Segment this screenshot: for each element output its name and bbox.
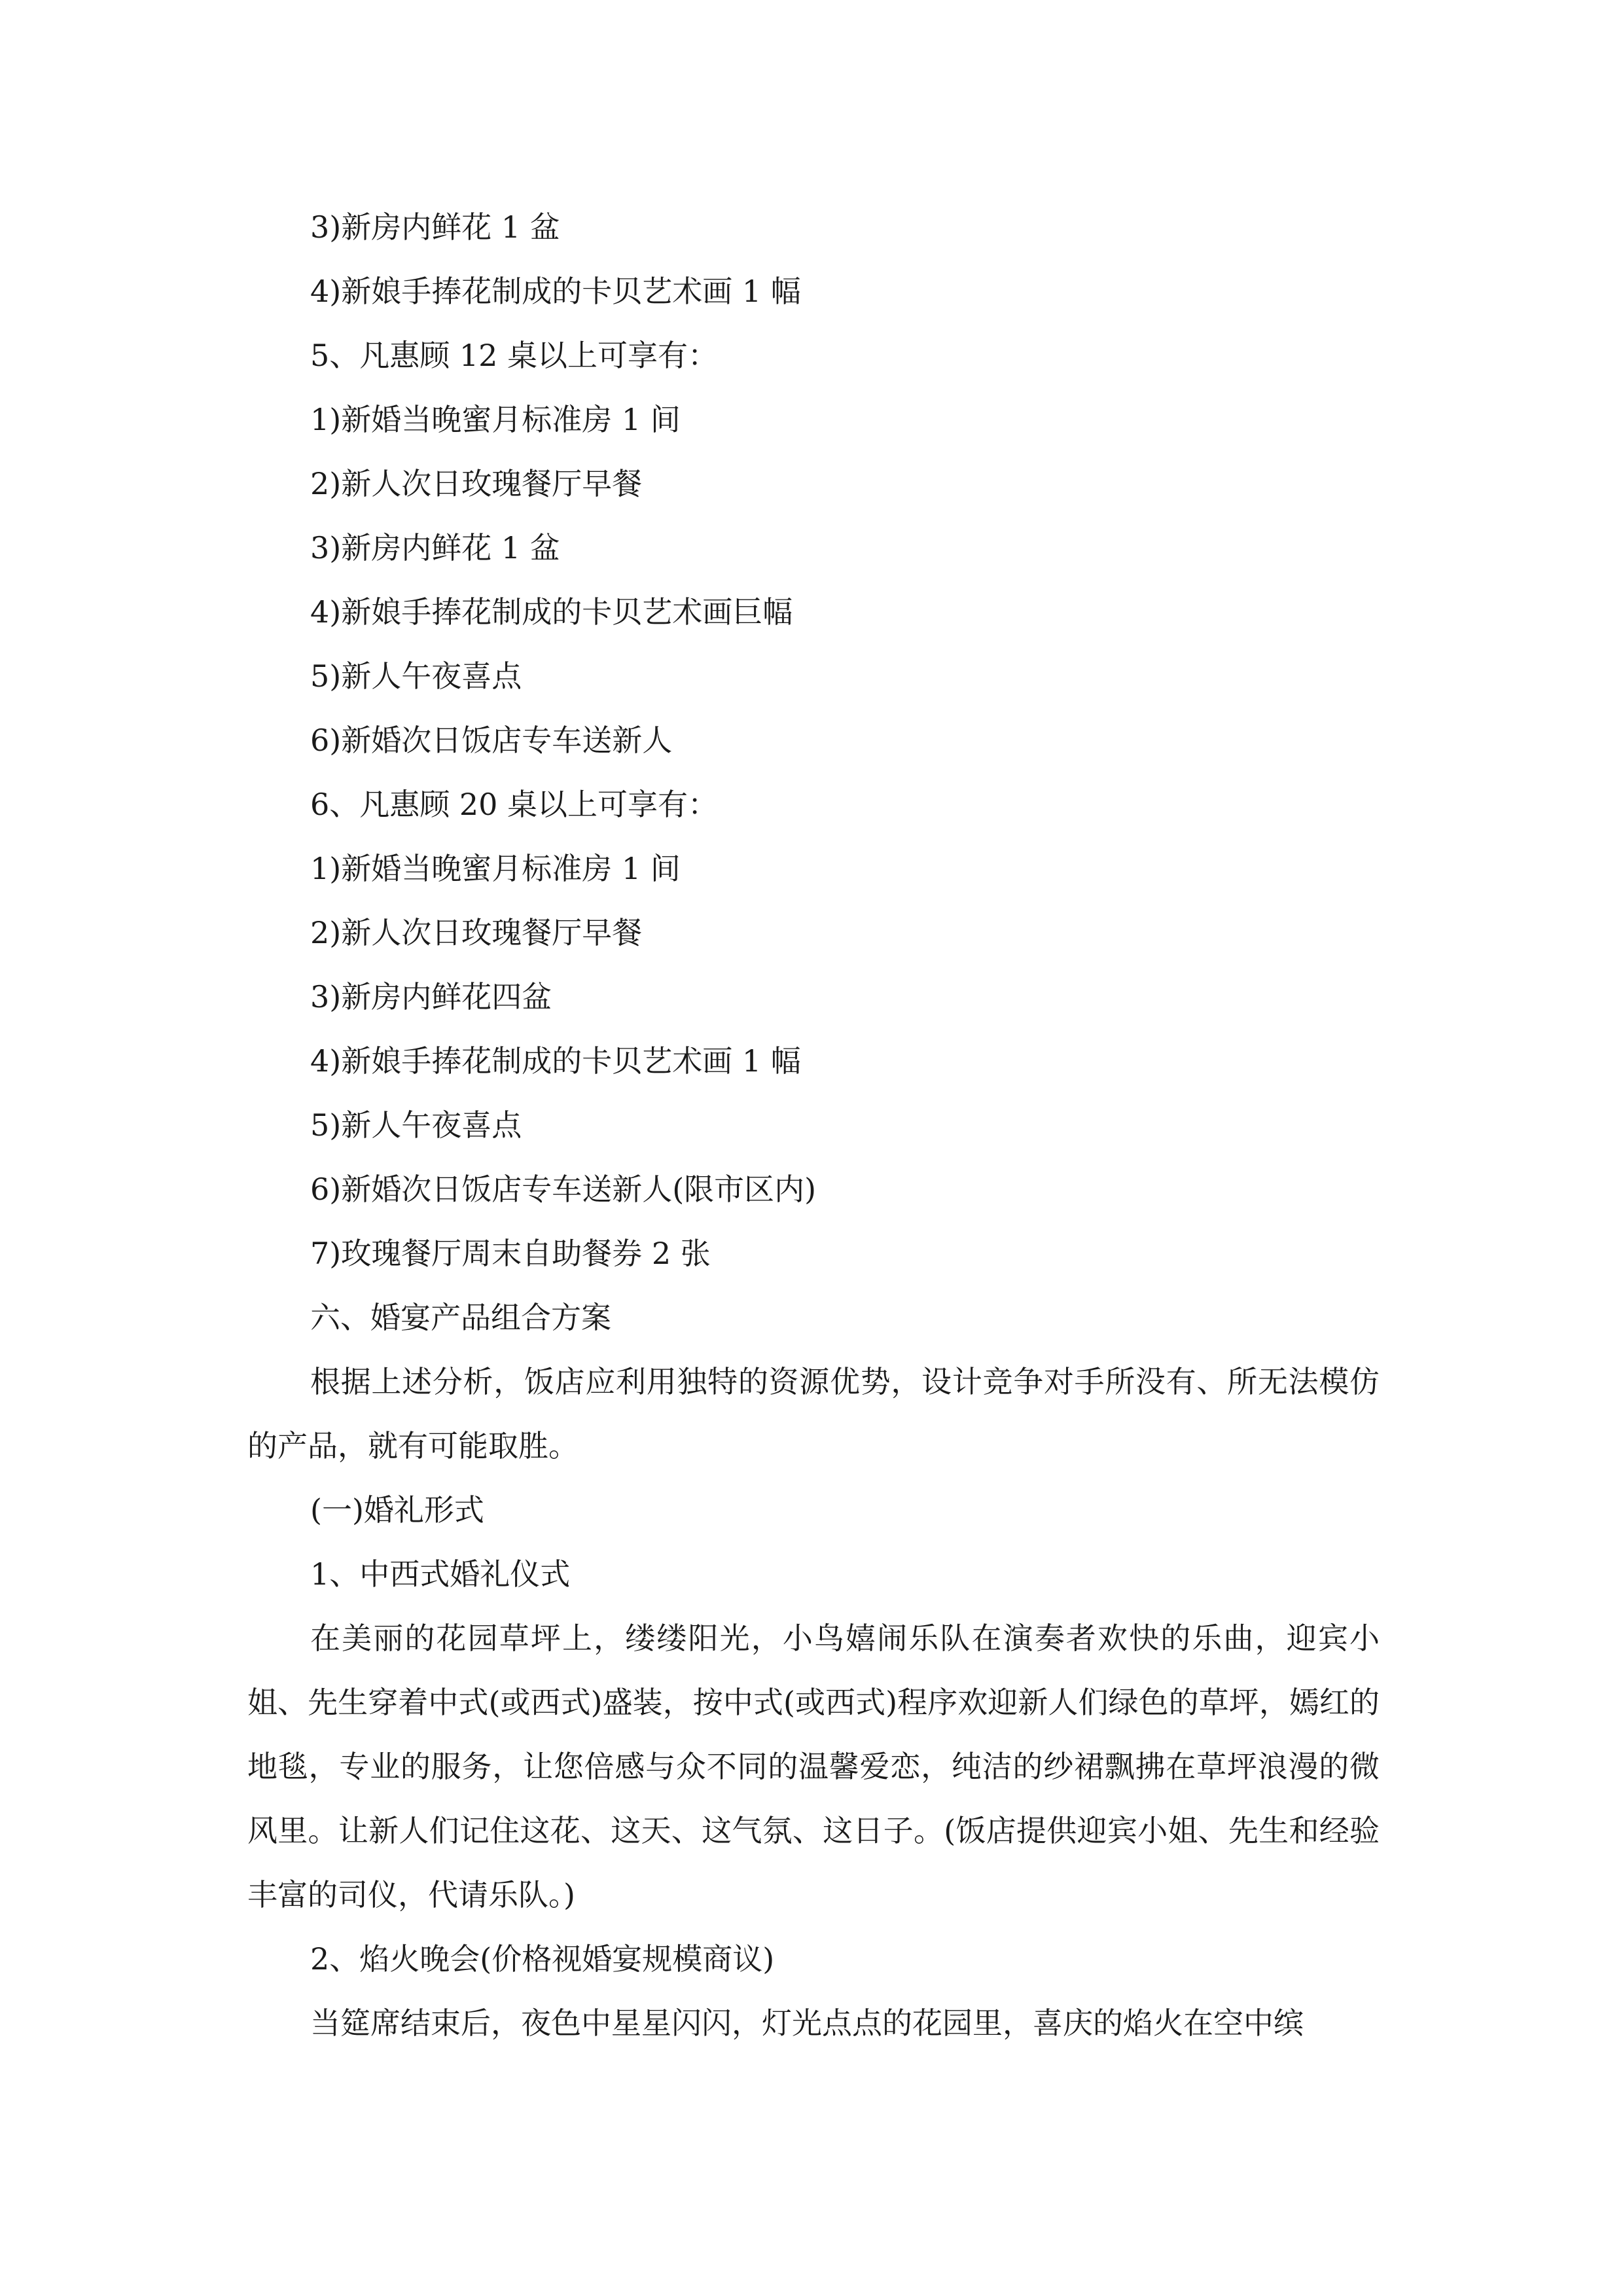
list-item: 2)新人次日玫瑰餐厅早餐 [310, 466, 643, 501]
document-body [247, 195, 1380, 2055]
paragraph-ceremony: 在美丽的花园草坪上，缕缕阳光，小鸟嬉闹乐队在演奏者欢快的乐曲，迎宾小姐、先生穿着中式(或西式)盛装，按中式(或西式)程序欢迎新人们绿色的草坪，嫣红的地毯，专业的服务，让您倍感与众不同的温馨爱恋，纯洁的纱裙飘拂在草坪浪漫的微风里。让新人们记住这花、这天、这气氛、这日子。(饭店提供迎宾小姐、先生和经验丰富的司仪，代请乐队。) [247, 1621, 1380, 1912]
section-heading: 5、凡惠顾 12 桌以上可享有： [310, 338, 719, 373]
list-item: 7)玫瑰餐厅周末自助餐券 2 张 [310, 1236, 711, 1271]
list-item: 6)新婚次日饭店专车送新人 [310, 723, 673, 758]
paragraph-bonfire: 当筵席结束后，夜色中星星闪闪，灯光点点的花园里，喜庆的焰火在空中缤 [310, 2005, 1304, 2041]
item-heading-bonfire: 2、焰火晚会(价格视婚宴规模商议) [310, 1941, 775, 1977]
list-item: 4)新娘手捧花制成的卡贝艺术画巨幅 [310, 594, 793, 630]
list-item: 1)新婚当晚蜜月标准房 1 间 [310, 851, 681, 886]
list-item: 5)新人午夜喜点 [310, 1107, 522, 1143]
paragraph-analysis: 根据上述分析，饭店应利用独特的资源优势，设计竞争对手所没有、所无法模仿的产品，就有可能取胜。 [247, 1364, 1380, 1463]
list-item: 3)新房内鲜花 1 盆 [310, 209, 560, 245]
list-item: 3)新房内鲜花 1 盆 [310, 530, 560, 565]
subsection-heading: (一)婚礼形式 [310, 1492, 484, 1528]
section-heading: 六、婚宴产品组合方案 [310, 1300, 611, 1335]
section-heading: 6、凡惠顾 20 桌以上可享有： [310, 787, 719, 822]
list-item: 3)新房内鲜花四盆 [310, 979, 552, 1014]
item-heading-ceremony: 1、中西式婚礼仪式 [310, 1556, 571, 1592]
list-item: 1)新婚当晚蜜月标准房 1 间 [310, 402, 681, 437]
list-item: 4)新娘手捧花制成的卡贝艺术画 1 幅 [310, 1043, 801, 1079]
list-item: 2)新人次日玫瑰餐厅早餐 [310, 915, 643, 950]
list-item: 4)新娘手捧花制成的卡贝艺术画 1 幅 [310, 274, 801, 309]
list-item: 5)新人午夜喜点 [310, 658, 522, 694]
list-item: 6)新婚次日饭店专车送新人(限市区内) [310, 1172, 817, 1207]
